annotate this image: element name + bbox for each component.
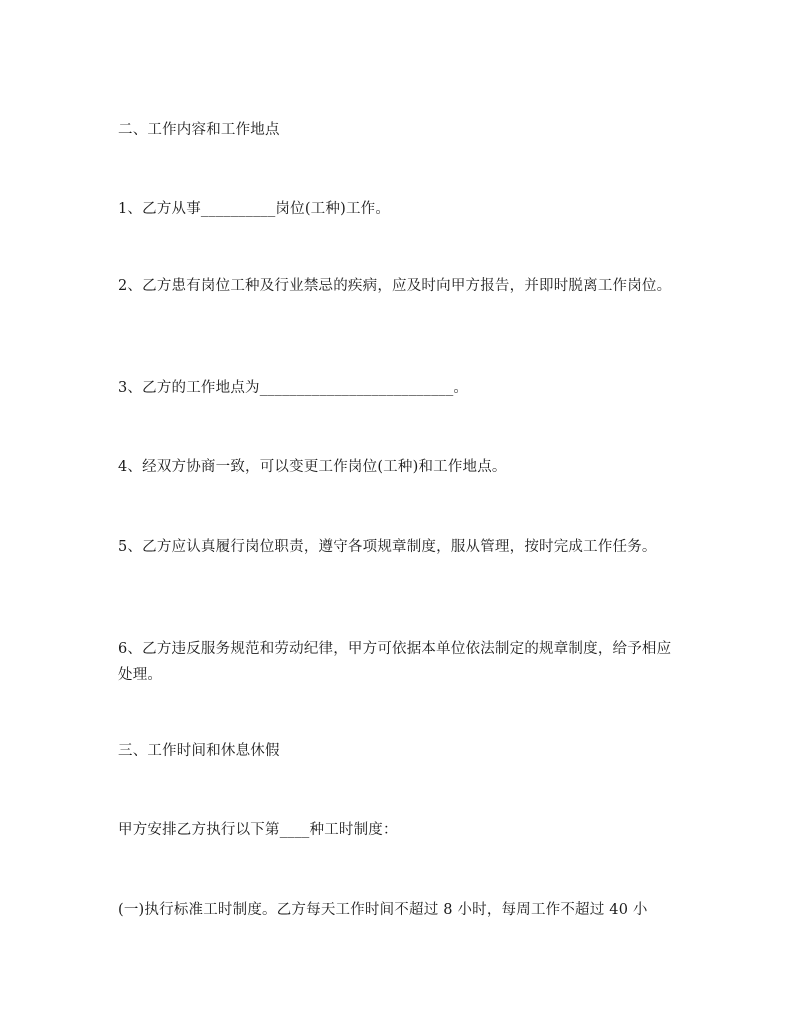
working-hours-system-choice: 甲方安排乙方执行以下第____种工时制度： (118, 822, 398, 838)
clause-1-position: 1、乙方从事__________岗位(工种)工作。 (118, 201, 391, 217)
section-heading-work-content: 二、工作内容和工作地点 (118, 122, 280, 138)
standard-hours-clause: (一)执行标准工时制度。乙方每天工作时间不超过 8 小时，每周工作不超过 40 小 (118, 902, 648, 918)
clause-3-work-location: 3、乙方的工作地点为__________________________。 (118, 380, 469, 396)
clause-6-discipline: 6、乙方违反服务规范和劳动纪律，甲方可依据本单位依法制定的规章制度，给予相应处理。 (118, 641, 672, 683)
clause-2-disease-report: 2、乙方患有岗位工种及行业禁忌的疾病，应及时向甲方报告，并即时脱离工作岗位。 (118, 278, 672, 294)
clause-5-duties: 5、乙方应认真履行岗位职责，遵守各项规章制度，服从管理，按时完成工作任务。 (118, 539, 657, 555)
section-heading-work-hours: 三、工作时间和休息休假 (118, 743, 280, 759)
clause-4-change-position: 4、经双方协商一致，可以变更工作岗位(工种)和工作地点。 (118, 459, 507, 475)
